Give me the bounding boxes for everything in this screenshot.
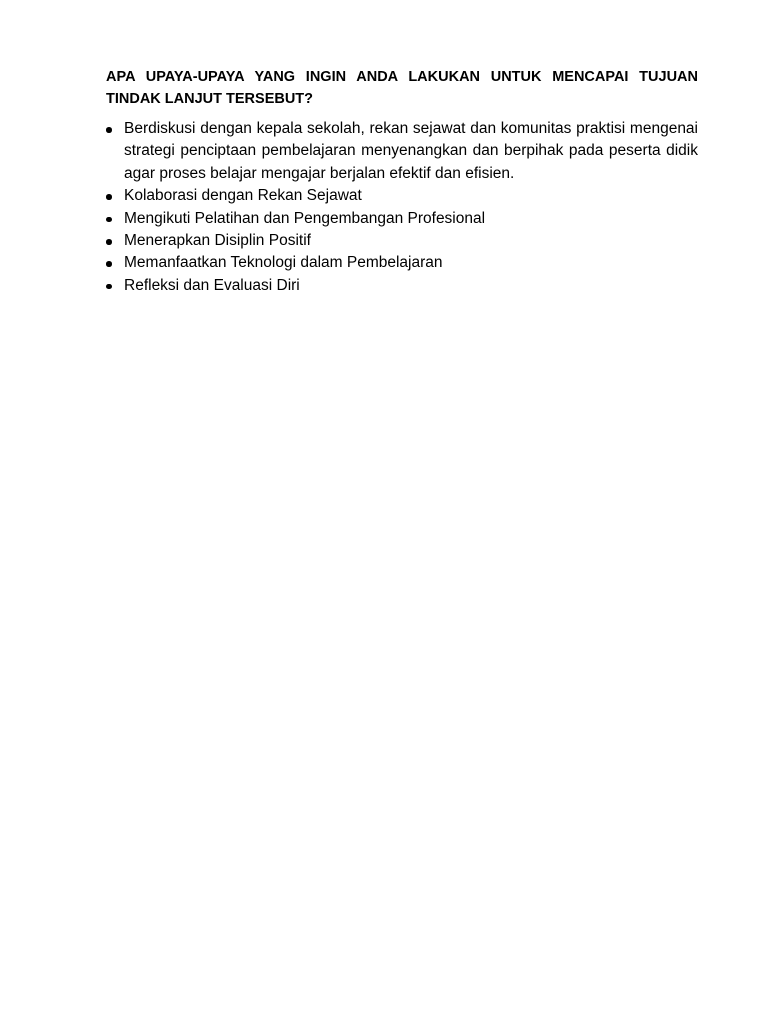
list-item xyxy=(106,185,698,207)
list-item xyxy=(106,252,698,274)
list-item xyxy=(106,208,698,230)
list-item-text: Menerapkan Disiplin Positif xyxy=(124,232,311,250)
list-item-text: Mengikuti Pelatihan dan Pengembangan Profesional xyxy=(124,209,486,227)
bullet-icon xyxy=(106,239,112,245)
list-item-text: Refleksi dan Evaluasi Diri xyxy=(124,276,300,294)
bullet-list xyxy=(106,118,698,297)
bullet-icon xyxy=(106,261,112,267)
list-item-text: Kolaborasi dengan Rekan Sejawat xyxy=(124,187,362,205)
list-item xyxy=(106,118,698,185)
bullet-icon xyxy=(106,217,112,223)
section-heading: APA UPAYA-UPAYA YANG INGIN ANDA LAKUKAN UNTUK MENCAPAI TUJUAN TINDAK LANJUT TERSEBUT? xyxy=(106,69,698,107)
list-item-text: Berdiskusi dengan kepala sekolah, rekan sejawat dan komunitas praktisi mengenai strategi penciptaan pembelajaran menyenangkan dan berpihak pada peserta didik agar proses belajar mengajar berjalan efektif dan efisien. xyxy=(124,120,698,182)
bullet-icon xyxy=(106,127,112,133)
list-item xyxy=(106,230,698,252)
document-page xyxy=(106,66,698,297)
list-item xyxy=(106,275,698,297)
bullet-icon xyxy=(106,194,112,200)
bullet-icon xyxy=(106,284,112,290)
list-item-text: Memanfaatkan Teknologi dalam Pembelajaran xyxy=(124,254,443,272)
